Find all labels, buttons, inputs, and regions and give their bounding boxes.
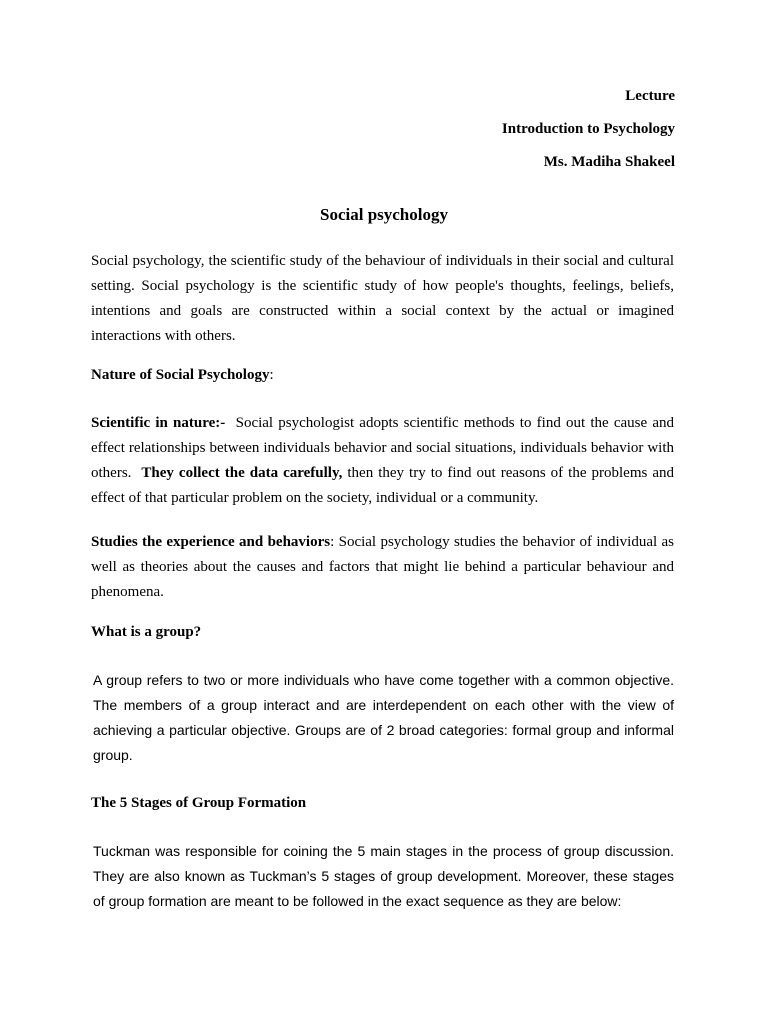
nature-heading-text: Nature of Social Psychology [91,367,270,383]
header-author: Ms. Madiha Shakeel [543,154,675,170]
stages-paragraph: Tuckman was responsible for coining the 5 main stages in the process of group discussion. They are also known as Tuckman’s 5 stages of group development. Moreover, these stages of group formation are meant to be followed in the exact sequence as they are below: [93,843,674,909]
stages-heading-text: The 5 Stages of Group Formation [91,795,307,811]
group-paragraph: A group refers to two or more individuals who have come together with a common objective. The members of a group interact and are interdependent on each other with the view of achieving a particular objective. Groups are of 2 broad categories: formal group and informal group. [93,672,674,763]
header-course: Introduction to Psychology [501,121,675,137]
scientific-text-1: Social psychologist adopts scientific methods to find out the cause and effect relationships between individuals behavior and social situations, individuals behavior with others. [91,415,678,481]
group-heading [91,624,201,641]
scientific-bold-text: They collect the data carefully, [141,465,343,481]
scientific-text-2: then they try to find out reasons of the problems and effect of that particular problem on the society, individual or a community. [91,465,674,506]
group-heading-text: What is a group? [91,624,202,640]
scientific-label: Scientific in nature:- [91,415,226,431]
studies-paragraph [91,530,674,605]
header-lecture: Lecture [625,88,675,104]
nature-heading [91,367,274,384]
page-title: Social psychology [320,205,448,224]
nature-heading-colon: : [269,367,274,383]
studies-text: : Social psychology studies the behavior of individual as well as theories about the causes and factors that might lie behind a particular behaviour and phenomena. [91,534,674,600]
stages-heading [91,795,306,812]
intro-paragraph: Social psychology, the scientific study of the behaviour of individuals in their social and cultural setting. Social psychology is the scientific study of how people's thoughts, feelings, beliefs, intentions and goals are constructed within a social context by the actual or imagined interactions with others. [91,253,674,344]
scientific-paragraph [91,411,678,511]
studies-label: Studies the experience and behaviors [91,534,331,550]
